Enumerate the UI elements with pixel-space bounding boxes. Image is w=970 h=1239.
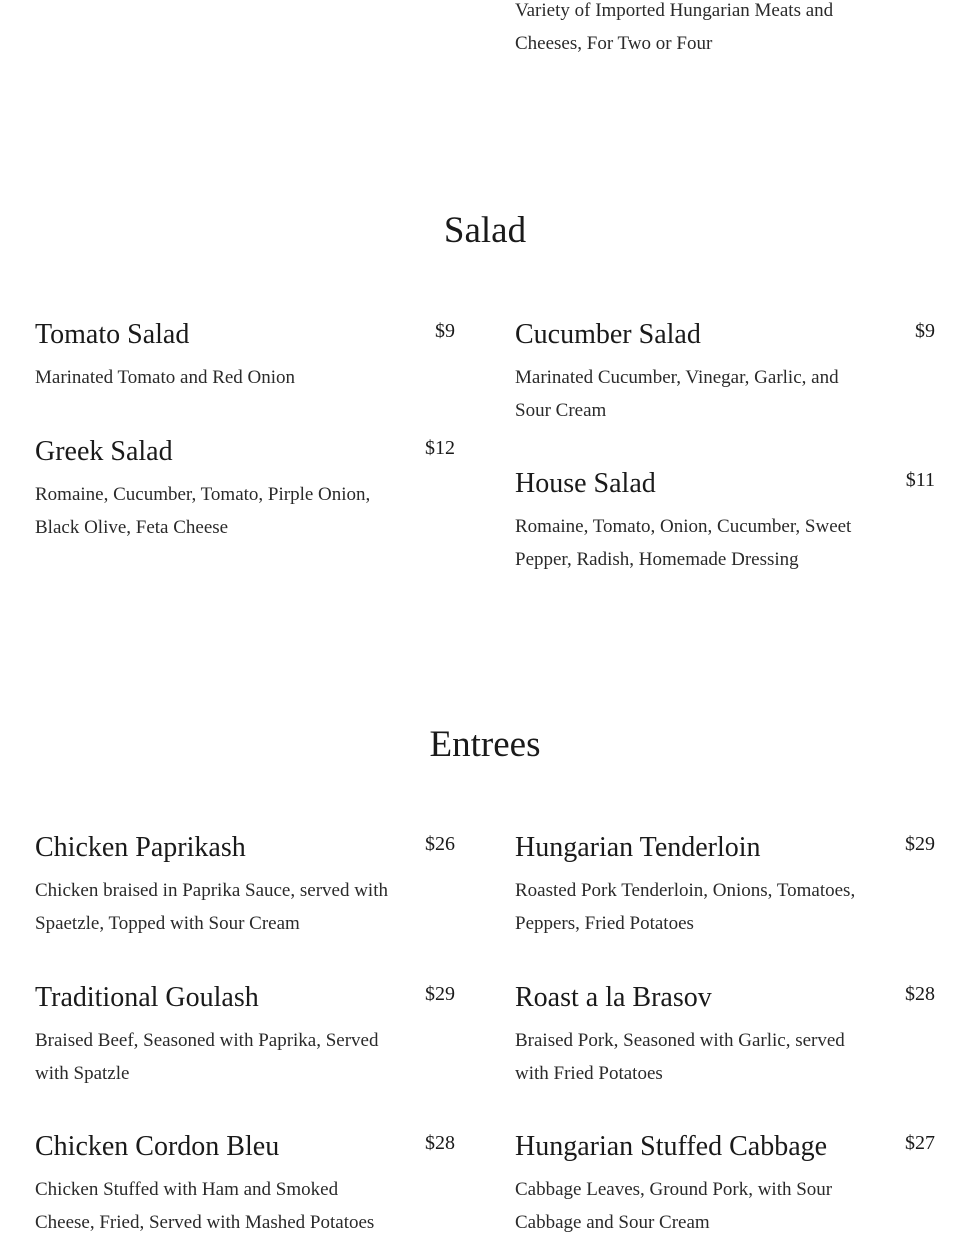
item-name: Roast a la Brasov (515, 982, 712, 1013)
section-title-entrees: Entrees (429, 724, 541, 765)
item-price: $29 (425, 983, 455, 1005)
item-name: Chicken Cordon Bleu (35, 1131, 280, 1162)
item-name: Tomato Salad (35, 319, 190, 350)
item-description: Roasted Pork Tenderloin, Onions, Tomatoes, Peppers, Fried Potatoes (515, 880, 856, 934)
menu-item-chicken-cordon-bleu (35, 1130, 455, 1239)
item-description: Chicken Stuffed with Ham and Smoked Cheese, Fried, Served with Mashed Potatoes (35, 1179, 375, 1233)
item-name: Hungarian Tenderloin (515, 832, 761, 863)
item-price: $9 (435, 320, 455, 342)
item-description: Romaine, Tomato, Onion, Cucumber, Sweet Pepper, Radish, Homemade Dressing (515, 516, 852, 570)
item-price: $26 (425, 833, 455, 855)
item-price: $28 (905, 983, 935, 1005)
section-title-salad: Salad (443, 210, 527, 251)
menu-item-greek-salad (35, 435, 455, 544)
menu-item-chicken-paprikash (35, 831, 455, 940)
item-description: Romaine, Cucumber, Tomato, Pirple Onion, Black Olive, Feta Cheese (35, 484, 371, 538)
item-price: $12 (425, 437, 455, 459)
item-name: Cucumber Salad (515, 319, 701, 350)
item-name: Traditional Goulash (35, 982, 259, 1013)
item-name: Greek Salad (35, 436, 173, 467)
item-price: $29 (905, 833, 935, 855)
menu-item-roast-a-la-brasov (515, 981, 935, 1090)
menu-item-traditional-goulash (35, 981, 455, 1090)
menu-item-tomato-salad (35, 318, 455, 395)
item-price: $28 (425, 1132, 455, 1154)
menu-item-hungarian-tenderloin (515, 831, 935, 940)
item-description: Marinated Cucumber, Vinegar, Garlic, and Sour Cream (515, 367, 839, 421)
item-name: Chicken Paprikash (35, 832, 246, 863)
menu-item-house-salad (515, 467, 935, 576)
item-description: Marinated Tomato and Red Onion (35, 367, 296, 388)
menu-item-cucumber-salad (515, 318, 935, 427)
item-description: Variety of Imported Hungarian Meats and Cheeses, For Two or Four (515, 0, 834, 54)
item-description: Braised Pork, Seasoned with Garlic, served with Fried Potatoes (515, 1030, 845, 1084)
menu-item-hungarian-stuffed-cabbage (515, 1130, 935, 1239)
item-price: $27 (905, 1132, 935, 1154)
item-description: Braised Beef, Seasoned with Paprika, Served with Spatzle (35, 1030, 379, 1084)
item-price: $9 (915, 320, 935, 342)
item-name: Hungarian Stuffed Cabbage (515, 1131, 828, 1162)
item-name: House Salad (515, 468, 656, 499)
item-description: Chicken braised in Paprika Sauce, served with Spaetzle, Topped with Sour Cream (35, 880, 388, 934)
item-description: Cabbage Leaves, Ground Pork, with Sour Cabbage and Sour Cream (515, 1179, 833, 1233)
item-price: $11 (905, 469, 935, 491)
